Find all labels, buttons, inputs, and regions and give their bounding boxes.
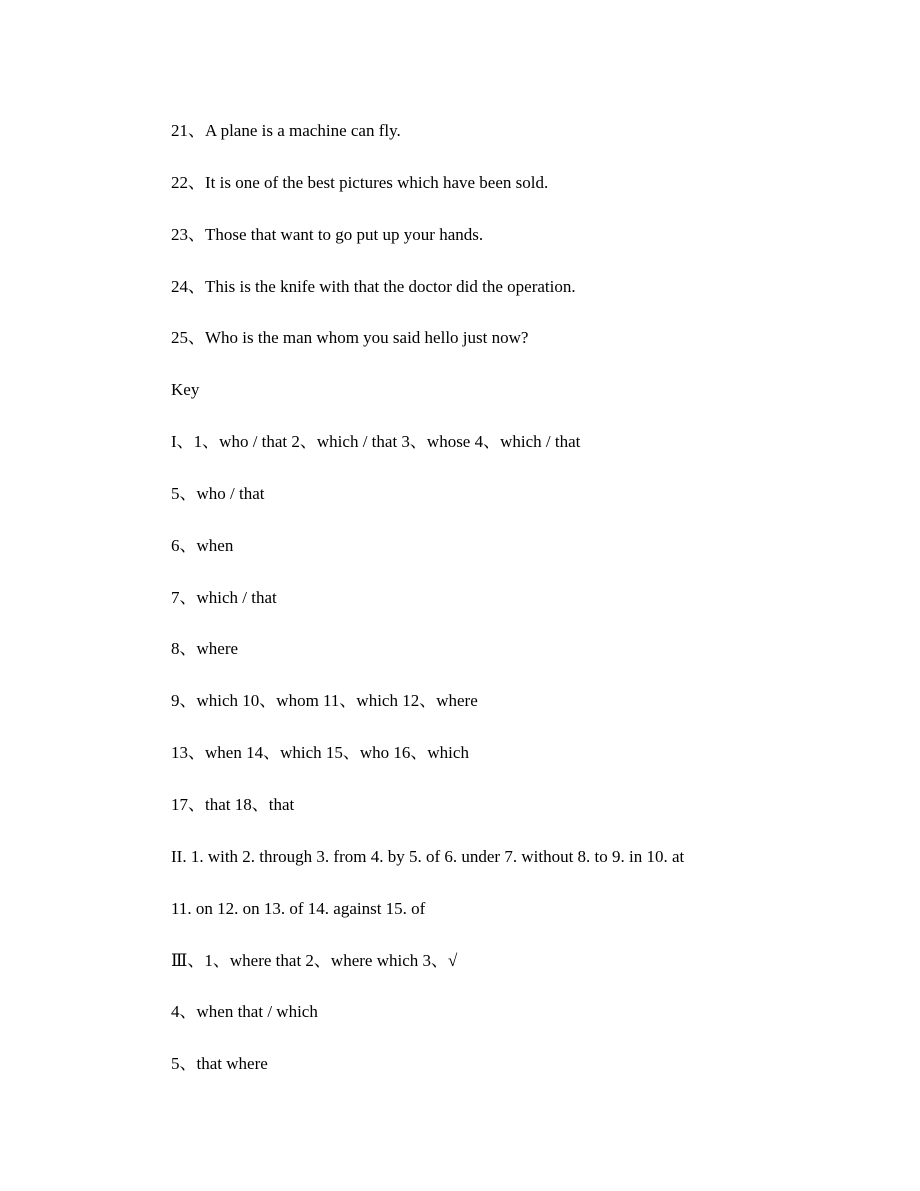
key-section-1-line-7: 13、when 14、which 15、who 16、which [171, 743, 469, 763]
key-section-1-line-4: 7、which / that [171, 587, 277, 607]
question-25: 25、Who is the man whom you said hello just now? [171, 328, 529, 348]
document-body [171, 116, 871, 1101]
key-section-1-line-1: I、1、who / that 2、which / that 3、whose 4、which / that [171, 432, 581, 452]
question-21: 21、A plane is a machine can fly. [171, 121, 401, 140]
question-24: 24、This is the knife with that the doctor did the operation. [171, 276, 576, 296]
key-section-3-line-2: 4、when that / which [171, 1002, 318, 1022]
key-section-1-line-5: 8、where [171, 639, 239, 659]
key-section-2-line-2: 11. on 12. on 13. of 14. against 15. of [171, 898, 426, 918]
key-section-3-line-1: Ⅲ、1、where that 2、where which 3、√ [171, 950, 458, 970]
key-section-1-line-6: 9、which 10、whom 11、which 12、where [171, 691, 478, 711]
key-section-1-line-2: 5、who / that [171, 483, 265, 503]
key-section-2-line-1: II. 1. with 2. through 3. from 4. by 5. of 6. under 7. without 8. to 9. in 10. at [171, 846, 685, 866]
key-section-3-line-3: 5、that where [171, 1054, 268, 1074]
question-23: 23、Those that want to go put up your hands. [171, 224, 484, 244]
question-22: 22、It is one of the best pictures which have been sold. [171, 172, 549, 192]
key-heading: Key [171, 380, 200, 400]
key-section-1-line-8: 17、that 18、that [171, 794, 295, 814]
key-section-1-line-3: 6、when [171, 535, 234, 555]
